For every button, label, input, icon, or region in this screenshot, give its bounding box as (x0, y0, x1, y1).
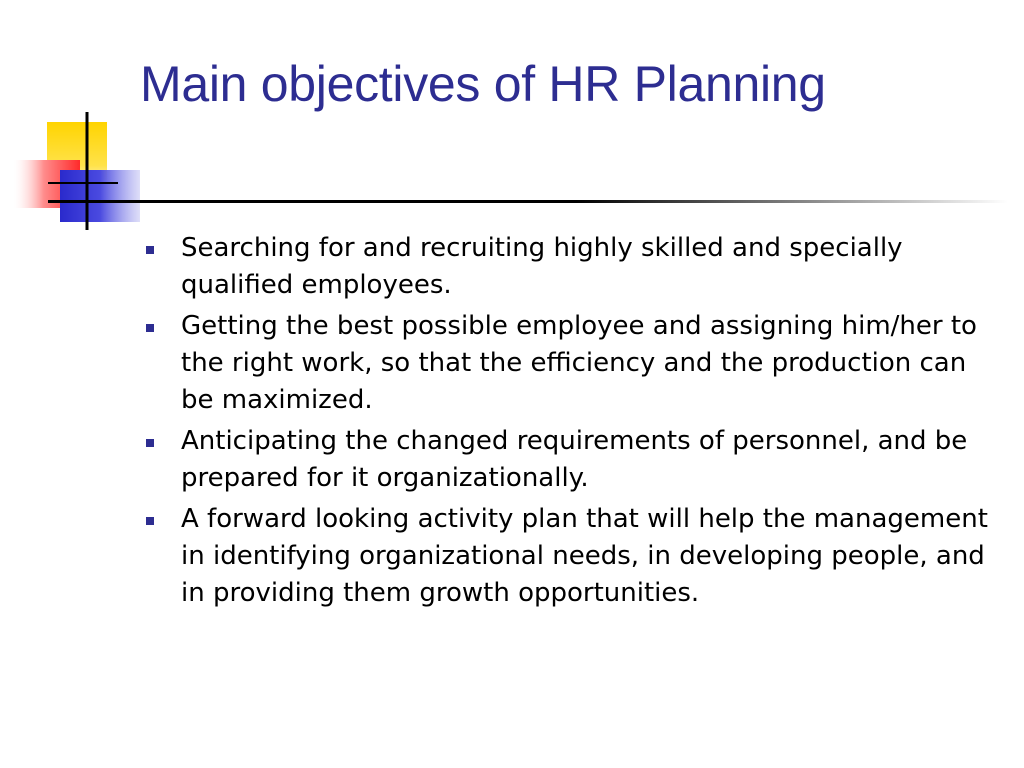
blue-block (60, 170, 140, 222)
square-bullet-icon (146, 324, 154, 332)
square-bullet-icon (146, 517, 154, 525)
square-bullet-icon (146, 246, 154, 254)
bullet-text: Anticipating the changed requirements of personnel, and be prepared for it organizationally. (181, 426, 968, 493)
title-rule (48, 200, 1008, 203)
bullet-item-anticipating (140, 423, 1000, 497)
bullet-text: Searching for and recruiting highly skilled and specially qualified employees. (181, 233, 903, 300)
bullet-item-recruiting (140, 230, 1000, 304)
square-bullet-icon (146, 439, 154, 447)
corner-decoration (0, 0, 1024, 240)
slide-title: Main objectives of HR Planning (140, 56, 826, 112)
bullet-text: Getting the best possible employee and assigning him/her to the right work, so that the efficiency and the production can be maximized. (181, 311, 977, 415)
bullet-list (140, 230, 1000, 616)
bullet-item-best-employee (140, 308, 1000, 419)
bullet-text: A forward looking activity plan that will help the management in identifying organizational needs, in developing people, and in providing them growth opportunities. (181, 504, 988, 608)
bullet-item-activity-plan (140, 501, 1000, 612)
